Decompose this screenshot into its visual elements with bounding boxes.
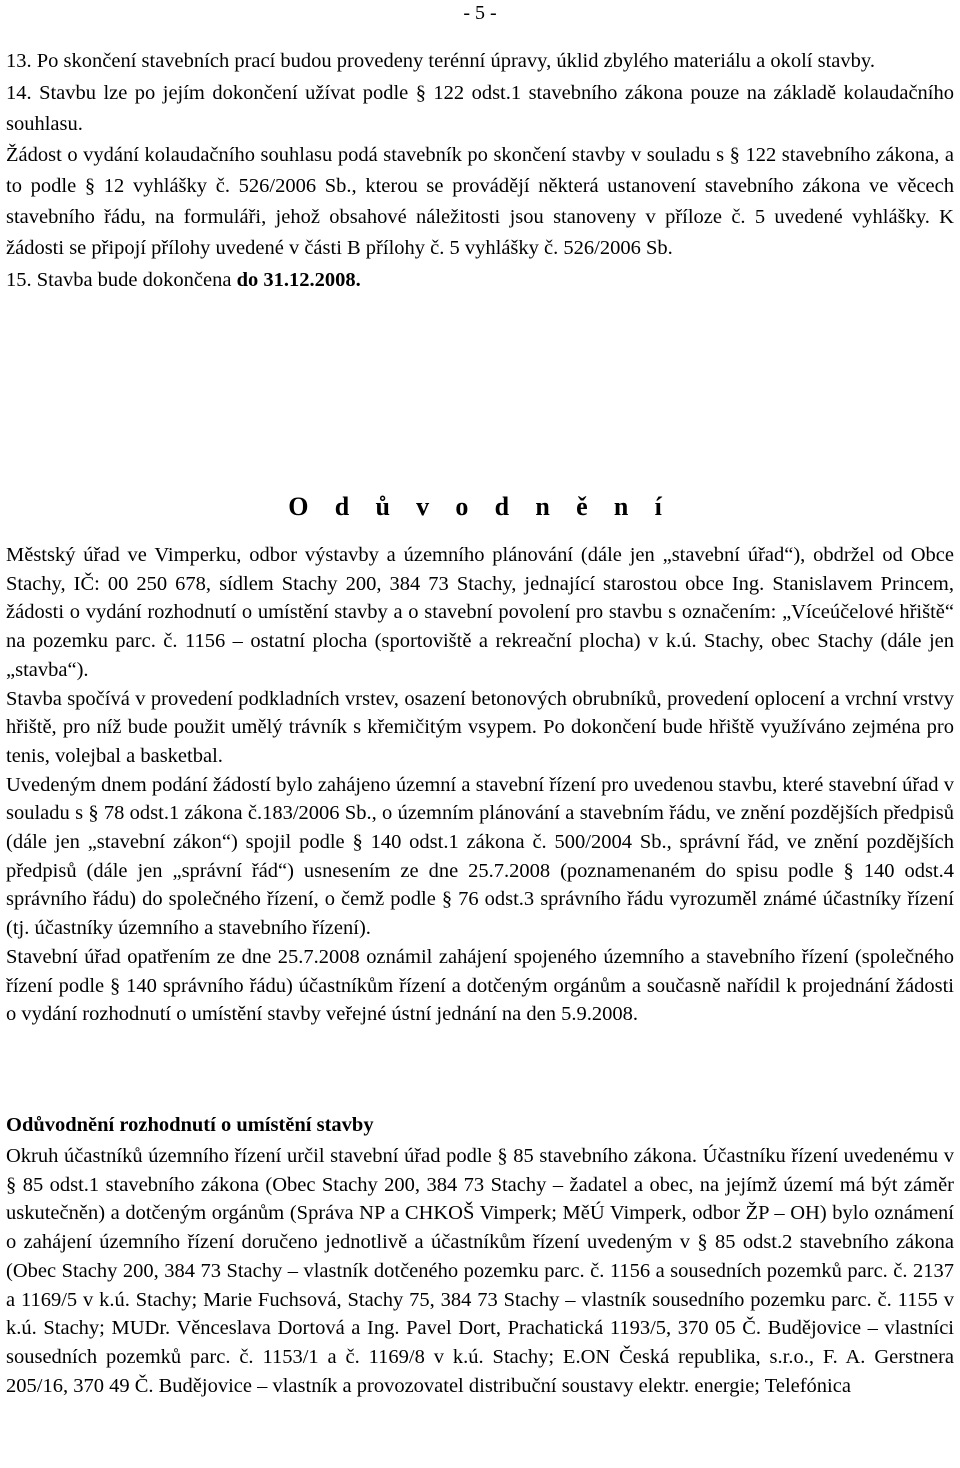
location-justification-section [6,1110,954,1400]
condition-item-14: 14. Stavbu lze po jejím dokončení užívat podle § 122 odst.1 stavebního zákona pouze na základě kolaudačního souhlasu. [6,82,954,135]
location-subheading: Odůvodnění rozhodnutí o umístění stavby [6,1114,374,1136]
conditions-section [6,46,954,296]
condition-item-14-detail-a: Žádost o vydání kolaudačního souhlasu podá stavebník po skončení stavby v souladu s § 122 stavebního zákona, a to podle § 12 vyhlášky č. 526/2006 Sb. [6,144,954,197]
justification-paragraph-3: Uvedeným dnem podání žádostí bylo zahájeno územní a stavební řízení pro uvedenou stavbu, které stavební úřad v souladu s § 78 odst.1 zákona č.183/2006 Sb., o územním plánování a stavebním řádu, ve znění pozdějších předpisů (dále jen „stavební zákon“) spojil podle § 140 odst.1 zákona č. 500/2004 Sb., správní řád, ve znění pozdějších předpisů (dále jen „správní řád“) usnesením ze dne 25.7.2008 (poznamenaném do spisu podle § 140 odst.4 správního řádu) do společného řízení, o čemž podle § 76 odst.3 správního řádu vyrozuměl známé účastníky řízení (tj. účastníky územního a stavebního řízení). [6,773,954,940]
justification-paragraph-4: Stavební úřad opatřením ze dne 25.7.2008 oznámil zahájení spojeného územního a stavebního řízení (společného řízení podle § 140 správního řádu) účastníkům řízení a dotčeným orgánům a současně nařídil k projednání žádosti o vydání rozhodnutí o umístění stavby veřejné ústní jednání na den 5.9.2008. [6,945,954,1026]
location-paragraph: Okruh účastníků územního řízení určil stavební úřad podle § 85 stavebního zákona. Účastníku řízení uvedenému v § 85 odst.1 stavebního zákona (Obec Stachy 200, 384 73 Stachy – žadatel a obec, na jejímž území má být záměr uskutečněn) a dotčeným orgánům (Správa NP a CHKOŠ Vimperk; MěÚ Vimperk, odbor ŽP – OH) bylo oznámení o zahájení územního řízení doručeno jednotlivě a účastníkům řízení uvedeným v § 85 odst.2 stavebního zákona (Obec Stachy 200, 384 73 Stachy – vlastník dotčeného pozemku parc. č. 1156 a sousedních pozemků parc. č. 2137 a 1169/5 v k.ú. Stachy; Marie Fuchsová, Stachy 75, 384 73 Stachy – vlastník sousedního pozemku parc. č. 1155 v k.ú. Stachy; MUDr. Věnceslava Dortová a Ing. Pavel Dort, Prachatická 1193/5, 370 05 Č. Budějovice – vlastníci sousedních pozemků parc. č. 1153/1 a č. 1169/8 v k.ú. Stachy; E.ON Česká republika, s.r.o., F. A. Gerstnera 205/16, 370 49 Č. Budějovice – vlastník a provozovatel distribuční soustavy elektr. energie; Telefónica [6,1145,954,1397]
condition-item-13: 13. Po skončení stavebních prací budou provedeny terénní úpravy, úklid zbylého materiálu a okolí stavby. [6,50,875,72]
completion-date: do 31.12.2008. [236,269,361,291]
justification-paragraph-1: Městský úřad ve Vimperku, odbor výstavby a územního plánování (dále jen „stavební úřad“), obdržel od Obce Stachy, IČ: 00 250 678, sídlem Stachy 200, 384 73 Stachy, jednající starostou obce Ing. Stanislavem Princem, žádosti o vydání rozhodnutí o umístění stavby a o stavební povolení pro stavbu s označením: „Víceúčelové hřiště“ na pozemku parc. č. 1156 – ostatní plocha (sportoviště a rekreační plocha) v k.ú. Stachy, obec Stachy (dále jen „stavba“). [6,544,954,681]
condition-item-14-detail-b: , kterou se provádějí některá ustanovení stavebního zákona ve věcech stavebního řádu, na formuláři, jehož obsahové náležitosti jsou stanoveny v příloze č. 5 uvedené vyhlášky. K žádosti se připojí přílohy uvedené v části B přílohy č. 5 vyhlášky č. 526/2006 Sb. [6,175,954,259]
justification-paragraph-2: Stavba spočívá v provedení podkladních vrstev, osazení betonových obrubníků, provedení oplocení a vrchní vrstvy hřiště, pro níž bude použit umělý trávník s křemičitým vsypem. Po dokončení bude hřiště využíváno zejména pro tenis, volejbal a basketbal. [6,687,954,767]
condition-item-15-prefix: 15. Stavba bude dokončena [6,269,237,291]
justification-heading: O d ů v o d n ě n í [288,492,672,521]
condition-item-14-detail [6,140,954,264]
condition-item-15 [6,265,954,296]
page-number: - 5 - [463,2,497,24]
justification-section [6,541,954,1029]
